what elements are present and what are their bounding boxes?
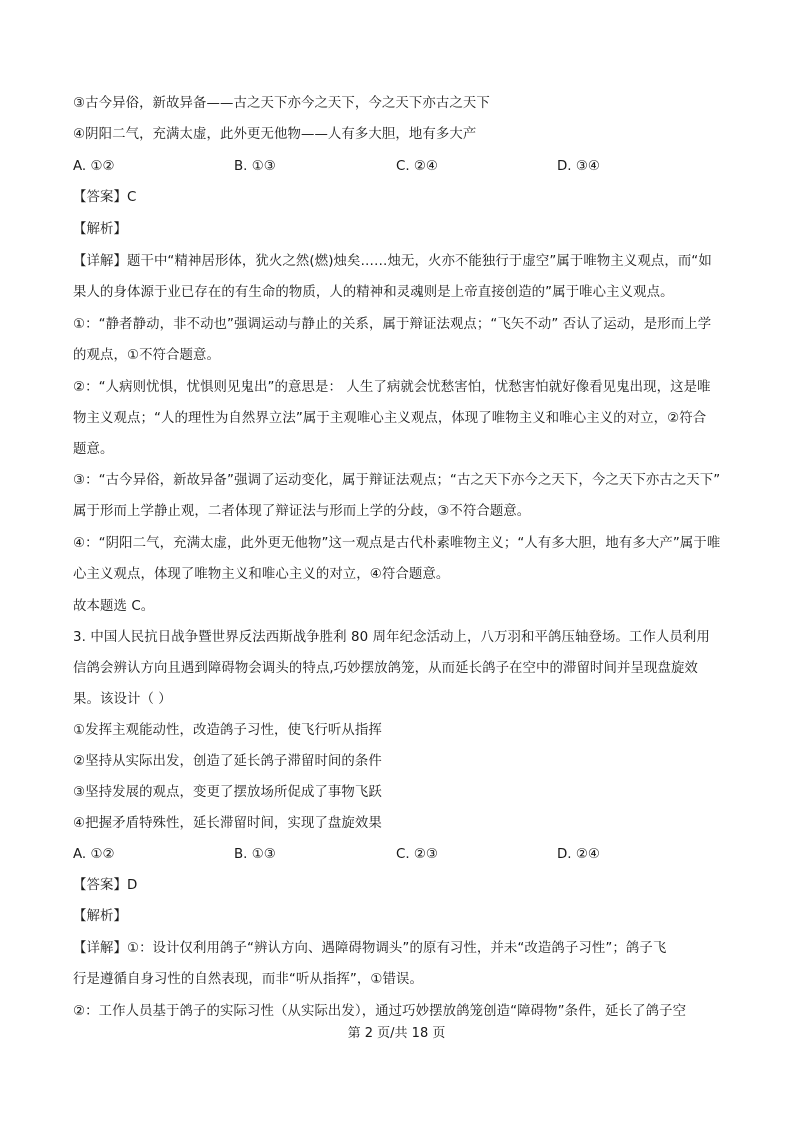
q2-explanation-line: ④：“阴阳二气，充满太虚，此外更无他物”这一观点是古代朴素唯物主义；“人有多大胆，地有多大产”属于唯 <box>73 536 721 551</box>
q2-answer: 【答案】C <box>73 190 137 205</box>
q3-option-3: ③坚持发展的观点，变更了摆放场所促成了事物飞跃 <box>73 785 382 800</box>
q2-choice-d: D. ③④ <box>557 159 600 174</box>
q3-explanation-line: 行是遵循自身习性的自然表现，而非“听从指挥”，①错误。 <box>73 972 423 987</box>
q2-explanation-line: 物主义观点；“人的理性为自然界立法”属于主观唯心主义观点，体现了唯物主义和唯心主义的对立，②符合 <box>73 411 707 426</box>
q2-explanation-line: 属于形而上学静止观，二者体现了辩证法与形而上学的分歧，③不符合题意。 <box>73 504 531 519</box>
q3-choice-c: C. ②③ <box>396 847 438 862</box>
q2-explanation-line: 故本题选 C。 <box>73 599 155 614</box>
q3-analysis-label: 【解析】 <box>73 909 127 924</box>
q3-choice-a: A. ①② <box>73 847 115 862</box>
q2-choice-b: B. ①③ <box>234 159 276 174</box>
q2-explanation-line: 题意。 <box>73 442 114 457</box>
q2-analysis-label: 【解析】 <box>73 222 127 237</box>
q3-explanation-line: 【详解】①：设计仅利用鸽子“辨认方向、遇障碍物调头”的原有习性，并未“改造鸽子习性”；鸽子飞 <box>73 941 667 956</box>
q3-stem-line: 3. 中国人民抗日战争暨世界反法西斯战争胜利 80 周年纪念活动上，八万羽和平鸽压轴登场。工作人员利用 <box>73 630 710 645</box>
q3-option-4: ④把握矛盾特殊性，延长滞留时间，实现了盘旋效果 <box>73 816 382 831</box>
q2-explanation-line: ②：“人病则忧惧，忧惧则见鬼出”的意思是： 人生了病就会忧愁害怕，忧愁害怕就好像看见鬼出现，这是唯 <box>73 380 711 395</box>
page-footer: 第 2 页/共 18 页 <box>347 1026 446 1041</box>
q3-option-2: ②坚持从实际出发，创造了延长鸽子滞留时间的条件 <box>73 754 382 769</box>
q3-stem-line: 信鸽会辨认方向且遇到障碍物会调头的特点,巧妙摆放鸽笼，从而延长鸽子在空中的滞留时间并呈现盘旋效 <box>73 661 698 676</box>
q3-explanation-line: ②：工作人员基于鸽子的实际习性（从实际出发），通过巧妙摆放鸽笼创造“障碍物”条件，延长了鸽子空 <box>73 1004 687 1019</box>
q3-choice-b: B. ①③ <box>234 847 276 862</box>
q2-explanation-line: 【详解】题干中“精神居形体，犹火之然(燃)烛矣……烛无，火亦不能独行于虚空”属于唯物主义观点，而“如 <box>73 254 712 269</box>
q2-option-4: ④阴阳二气，充满太虚，此外更无他物——人有多大胆，地有多大产 <box>73 127 477 142</box>
q2-explanation-line: 心主义观点，体现了唯物主义和唯心主义的对立，④符合题意。 <box>73 567 450 582</box>
q2-explanation-line: 果人的身体源于业已存在的有生命的物质，人的精神和灵魂则是上帝直接创造的”属于唯心主义观点。 <box>73 285 674 300</box>
q3-stem-line: 果。该设计（ ） <box>73 692 172 707</box>
q2-explanation-line: ③：“古今异俗，新故异备”强调了运动变化，属于辩证法观点；“古之天下亦今之天下，今之天下亦古之天下” <box>73 473 721 488</box>
q3-answer: 【答案】D <box>73 878 138 893</box>
q2-explanation-line: ①：“静者静动，非不动也”强调运动与静止的关系，属于辩证法观点；“飞矢不动” 否认了运动，是形而上学 <box>73 317 712 332</box>
q2-explanation-line: 的观点，①不符合题意。 <box>73 348 221 363</box>
q2-choice-a: A. ①② <box>73 159 115 174</box>
q2-choice-c: C. ②④ <box>396 159 438 174</box>
q3-choice-d: D. ②④ <box>557 847 600 862</box>
q2-option-3: ③古今异俗，新故异备——古之天下亦今之天下，今之天下亦古之天下 <box>73 96 490 111</box>
q3-option-1: ①发挥主观能动性，改造鸽子习性，使飞行听从指挥 <box>73 723 382 738</box>
